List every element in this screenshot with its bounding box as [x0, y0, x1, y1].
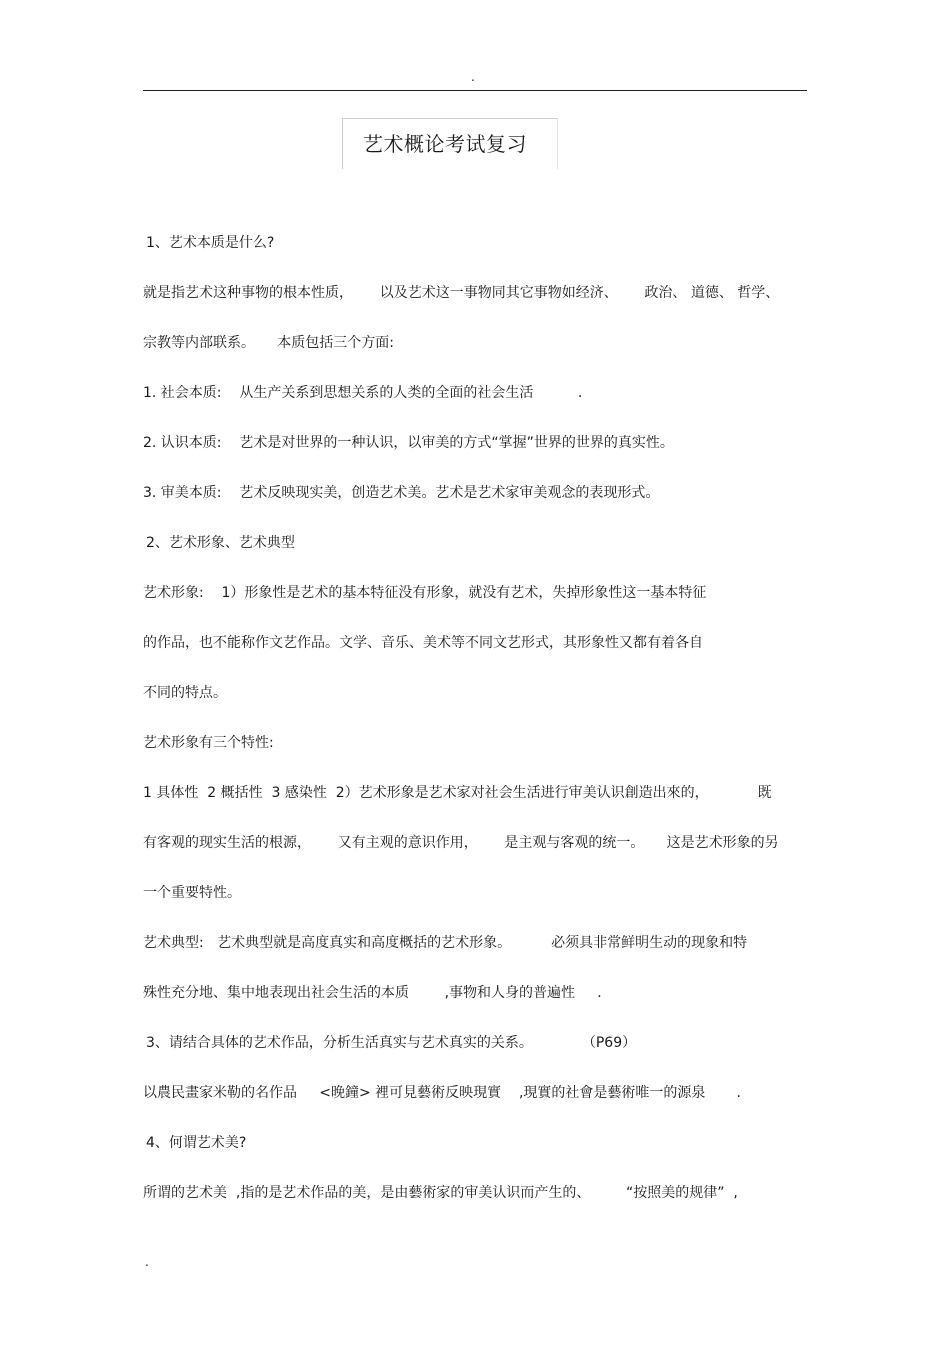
paragraph-line: 以農民畫家米勒的名作品 <晚鐘> 裡可見藝術反映現實 ,現實的社會是藝術唯一的源泉 .	[143, 1085, 742, 1101]
header-rule	[143, 90, 807, 91]
list-item: 1. 社会本质: 从生产关系到思想关系的人类的全面的社会生活 .	[143, 385, 583, 401]
paragraph-line: 的作品，也不能称作文艺作品。文学、音乐、美术等不同文艺形式，其形象性又都有着各自	[143, 635, 703, 651]
section-heading-2: 2、艺术形象、艺术典型	[146, 535, 295, 551]
paragraph-line: 1 具体性 2 概括性 3 感染性 2）艺术形象是艺术家对社会生活进行审美认识創造出來的， 既	[143, 785, 772, 801]
paragraph-line: 就是指艺术这种事物的根本性质， 以及艺术这一事物同其它事物如经济、 政治、 道德、 哲学、	[143, 285, 780, 301]
footer-mark: .	[145, 1255, 149, 1269]
paragraph-line: 殊性充分地、集中地表现出社会生活的本质 ,事物和人身的普遍性 .	[143, 985, 602, 1001]
paragraph-line: 所谓的艺术美 ,指的是艺术作品的美，是由藝術家的审美认识而产生的、 “按照美的规律” ,	[143, 1185, 738, 1201]
page-title: 艺术概论考试复习	[363, 132, 527, 156]
header-mark: .	[471, 70, 475, 84]
section-heading-3: 3、请结合具体的艺术作品，分析生活真实与艺术真实的关系。 （P69）	[146, 1035, 637, 1051]
list-item: 2. 认识本质: 艺术是对世界的一种认识，以审美的方式“掌握”世界的世界的真实性。	[143, 435, 674, 451]
paragraph-line: 不同的特点。	[143, 685, 227, 701]
list-item: 3. 审美本质: 艺术反映现实美，创造艺术美。艺术是艺术家审美观念的表现形式。	[143, 485, 660, 501]
paragraph-line: 艺术形象有三个特性:	[143, 735, 274, 751]
paragraph-line: 艺术典型: 艺术典型就是高度真实和高度概括的艺术形象。 必须具非常鲜明生动的现象和特	[143, 935, 748, 951]
paragraph-line: 一个重要特性。	[143, 885, 241, 901]
paragraph-line: 宗教等内部联系。 本质包括三个方面:	[143, 335, 394, 351]
section-heading-1: 1、艺术本质是什么?	[146, 235, 275, 251]
paragraph-line: 艺术形象: 1）形象性是艺术的基本特征没有形象，就没有艺术，失掉形象性这一基本特征	[143, 585, 707, 601]
paragraph-line: 有客观的现实生活的根源， 又有主观的意识作用， 是主观与客观的统一。 这是艺术形象的另	[143, 835, 779, 851]
section-heading-4: 4、何谓艺术美?	[146, 1135, 247, 1151]
